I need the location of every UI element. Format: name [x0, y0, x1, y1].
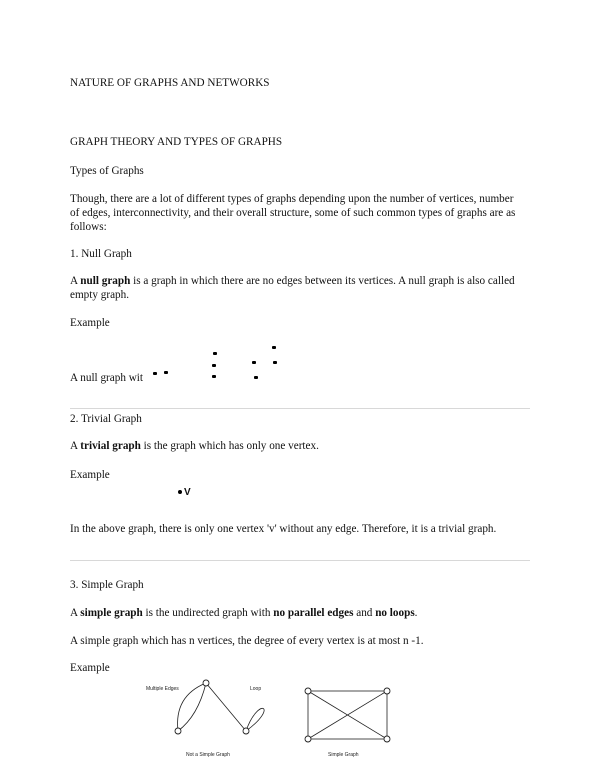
loop-label: Loop: [250, 686, 262, 692]
no-parallel-edges-term: no parallel edges: [273, 607, 354, 619]
vertex-dot: [164, 371, 168, 374]
section-heading: GRAPH THEORY AND TYPES OF GRAPHS: [70, 136, 283, 148]
trivial-graph-definition: A trivial graph is the graph which has only one vertex.: [70, 440, 319, 452]
simple-graph-caption: Simple Graph: [328, 752, 359, 758]
trivial-graph-figure: [178, 487, 191, 498]
parallel-edge: [178, 683, 206, 731]
simple-graph-degree-text: A simple graph which has n vertices, the degree of every vertex is at most n -1.: [70, 635, 424, 647]
simple-graph-definition: A simple graph is the undirected graph with no parallel edges and no loops.: [70, 607, 418, 619]
vertex-dot: [212, 364, 216, 367]
multiple-edges-label: Multiple Edges: [146, 686, 179, 692]
trivial-graph-explanation: In the above graph, there is only one vertex 'v' without any edge. Therefore, it is a trivial graph.: [70, 523, 497, 535]
null-graph-term: null graph: [80, 275, 131, 287]
vertex-dot: [273, 361, 277, 364]
vertex: [305, 736, 311, 742]
vertex-dot: [272, 346, 276, 349]
vertex: [243, 728, 249, 734]
simple-graph-figure: [300, 684, 396, 746]
simple-graph-heading: 3. Simple Graph: [70, 579, 144, 591]
intro-paragraph: Though, there are a lot of different types of graphs depending upon the number of vertices, number of edges, interconnectivity, and their overall structure, some of such common types of graphs are as follows:: [70, 193, 516, 233]
null-graph-example-label: Example: [70, 317, 110, 329]
null-graph-caption: A null graph wit: [70, 372, 144, 384]
trivial-graph-heading: 2. Trivial Graph: [70, 413, 142, 425]
vertex-dot: [252, 361, 256, 364]
simple-graph-example-label: Example: [70, 662, 110, 674]
vertex: [175, 728, 181, 734]
simple-graph-term: simple graph: [80, 607, 143, 619]
vertex: [384, 688, 390, 694]
vertex-dot: [153, 372, 157, 375]
vertex-dot: [254, 376, 258, 379]
edge: [206, 683, 246, 731]
single-vertex-dot: [178, 490, 182, 494]
vertex: [203, 680, 209, 686]
not-simple-graph-caption: Not a Simple Graph: [186, 752, 230, 758]
no-loops-term: no loops: [375, 607, 415, 619]
section-divider: [70, 408, 530, 409]
vertex-label: V: [184, 487, 191, 498]
trivial-graph-example-label: Example: [70, 469, 110, 481]
vertex: [305, 688, 311, 694]
parallel-edge: [178, 683, 206, 731]
vertex-dot: [213, 352, 217, 355]
null-graph-definition: A null graph is a graph in which there are no edges between its vertices. A null graph is also called empty graph.: [70, 275, 515, 301]
null-graph-heading: 1. Null Graph: [70, 248, 132, 260]
loop-edge: [246, 708, 264, 731]
subheading: Types of Graphs: [70, 165, 144, 177]
trivial-graph-term: trivial graph: [80, 440, 141, 452]
vertex: [384, 736, 390, 742]
section-divider: [70, 560, 530, 561]
vertex-dot: [212, 375, 216, 378]
document-title: NATURE OF GRAPHS AND NETWORKS: [70, 77, 270, 89]
